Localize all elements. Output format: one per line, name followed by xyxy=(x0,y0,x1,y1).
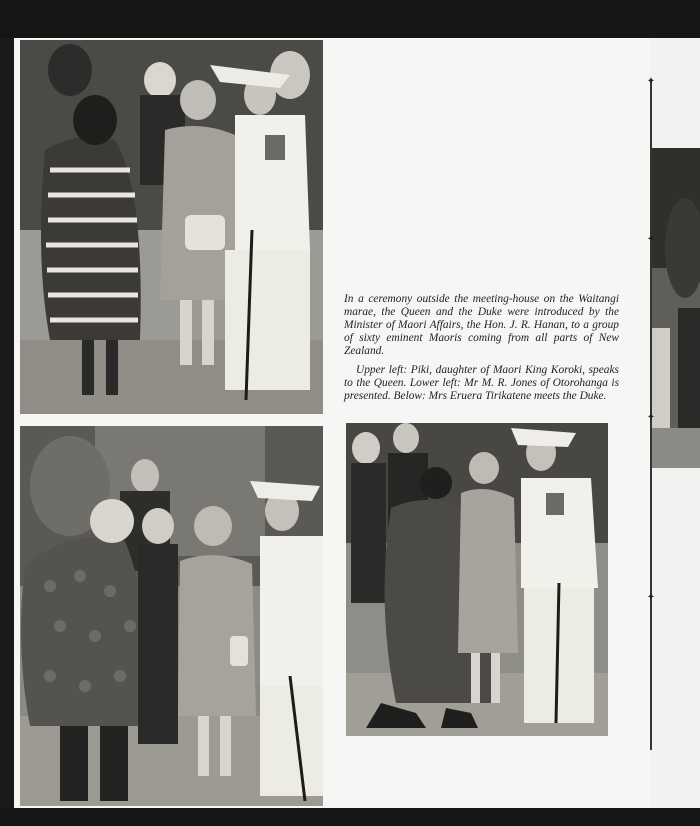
binding-mark-icon: ✦ xyxy=(646,76,656,87)
magazine-page xyxy=(14,38,650,808)
binding-mark-icon: ✦ xyxy=(646,412,656,423)
scan-top-border xyxy=(0,0,700,38)
photo-lower-left xyxy=(20,426,323,806)
caption-photo-credits: Upper left: Piki, daughter of Maori King Koroki, speaks to the Queen. Lower left: Mr M. R. Jones of Otorohanga is presented. Below: Mrs Eruera Tirikatene meets the Duke. xyxy=(344,364,619,402)
photo-upper-left xyxy=(20,40,323,414)
caption-main: In a ceremony outside the meeting-house on the Waitangi marae, the Queen and the Duke were introduced by the Minister of Maori Affairs, the Hon. J. R. Hanan, to a group of sixty eminent Maoris coming from all parts of New Zealand. xyxy=(344,293,619,357)
binding-mark-icon: ✦ xyxy=(646,592,656,603)
photo-next-page xyxy=(650,38,700,808)
scan-bottom-border xyxy=(0,808,700,826)
binding-mark-icon: ✦ xyxy=(646,234,656,245)
photo-lower-right xyxy=(346,423,608,736)
photo-caption xyxy=(344,293,619,409)
adjacent-page xyxy=(650,38,700,808)
